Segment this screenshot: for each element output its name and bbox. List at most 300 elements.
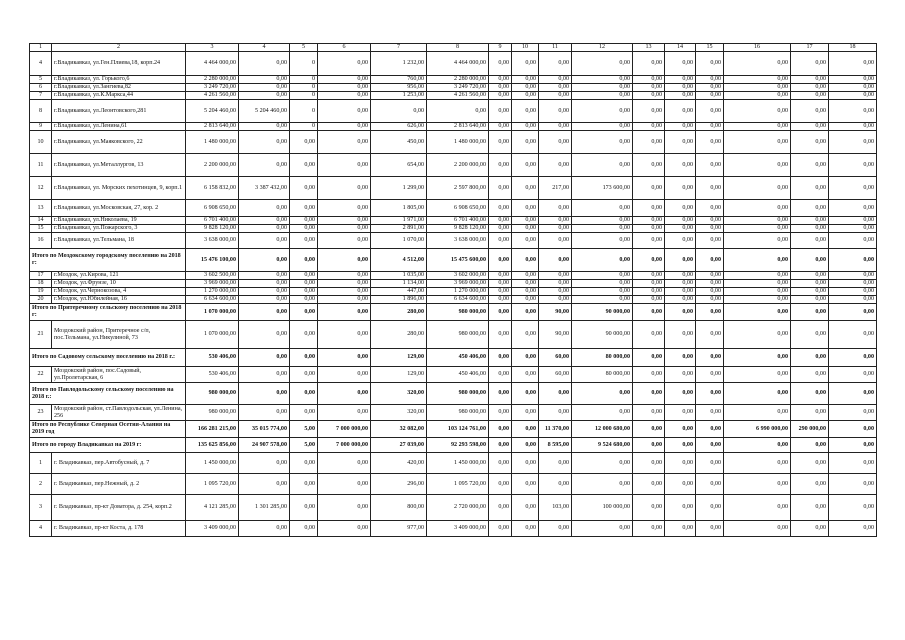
amount-cell: 0,00 bbox=[633, 92, 665, 100]
amount-cell: 0,00 bbox=[572, 154, 633, 177]
amount-cell: 1 971,00 bbox=[371, 217, 427, 225]
amount-cell: 0,00 bbox=[572, 100, 633, 123]
amount-cell: 0,00 bbox=[724, 92, 791, 100]
amount-cell: 0,00 bbox=[318, 495, 371, 521]
amount-cell: 0,00 bbox=[724, 405, 791, 421]
amount-cell: 0,00 bbox=[512, 154, 539, 177]
amount-cell: 0 bbox=[290, 123, 318, 131]
amount-cell: 0,00 bbox=[489, 304, 512, 321]
amount-cell: 980 000,00 bbox=[427, 383, 489, 405]
address-cell: г. Владикавказ, пр-кт Коста, д. 178 bbox=[52, 521, 186, 537]
amount-cell: 0,00 bbox=[829, 200, 877, 217]
amount-cell: 6 701 400,00 bbox=[427, 217, 489, 225]
amount-cell: 4 512,00 bbox=[371, 249, 427, 272]
amount-cell: 0,00 bbox=[633, 100, 665, 123]
amount-cell: 450 406,00 bbox=[427, 367, 489, 383]
amount-cell: 0,00 bbox=[318, 272, 371, 280]
table-row bbox=[30, 131, 877, 154]
amount-cell: 0,00 bbox=[696, 52, 724, 76]
amount-cell: 0,00 bbox=[572, 131, 633, 154]
amount-cell: 0,00 bbox=[696, 521, 724, 537]
amount-cell: 0,00 bbox=[318, 76, 371, 84]
amount-cell: 0,00 bbox=[239, 84, 290, 92]
amount-cell: 0,00 bbox=[290, 474, 318, 495]
amount-cell: 0,00 bbox=[489, 100, 512, 123]
amount-cell: 0,00 bbox=[512, 474, 539, 495]
subtotal-row bbox=[30, 438, 877, 453]
amount-cell: 0,00 bbox=[512, 100, 539, 123]
amount-cell: 1 896,00 bbox=[371, 296, 427, 304]
amount-cell: 35 015 774,00 bbox=[239, 421, 290, 438]
row-number: 9 bbox=[30, 123, 52, 131]
amount-cell: 980 000,00 bbox=[427, 304, 489, 321]
amount-cell: 0,00 bbox=[539, 154, 572, 177]
column-number: 12 bbox=[572, 44, 633, 52]
amount-cell: 0,00 bbox=[829, 249, 877, 272]
amount-cell: 0,00 bbox=[489, 421, 512, 438]
amount-cell: 0,00 bbox=[791, 249, 829, 272]
amount-cell: 0,00 bbox=[512, 296, 539, 304]
amount-cell: 12 000 680,00 bbox=[572, 421, 633, 438]
amount-cell: 980 000,00 bbox=[427, 321, 489, 349]
amount-cell: 0,00 bbox=[665, 367, 696, 383]
amount-cell: 0,00 bbox=[665, 383, 696, 405]
row-number: 18 bbox=[30, 280, 52, 288]
amount-cell: 0,00 bbox=[791, 453, 829, 474]
amount-cell: 0,00 bbox=[512, 367, 539, 383]
amount-cell: 2 200 000,00 bbox=[186, 154, 239, 177]
amount-cell: 0,00 bbox=[318, 177, 371, 200]
amount-cell: 0,00 bbox=[724, 383, 791, 405]
amount-cell: 0,00 bbox=[489, 84, 512, 92]
amount-cell: 0,00 bbox=[665, 233, 696, 249]
subtotal-label: Итого по Моздокскому городскому поселению на 2018 г: bbox=[30, 249, 186, 272]
amount-cell: 0,00 bbox=[290, 349, 318, 367]
amount-cell: 0,00 bbox=[539, 383, 572, 405]
amount-cell: 0,00 bbox=[791, 288, 829, 296]
address-cell: г.Моздок, ул.Кирова, 121 bbox=[52, 272, 186, 280]
amount-cell: 0,00 bbox=[724, 280, 791, 288]
amount-cell: 0,00 bbox=[829, 383, 877, 405]
amount-cell: 0,00 bbox=[791, 131, 829, 154]
amount-cell: 0,00 bbox=[318, 100, 371, 123]
amount-cell: 0,00 bbox=[829, 272, 877, 280]
amount-cell: 0,00 bbox=[318, 200, 371, 217]
row-number: 3 bbox=[30, 495, 52, 521]
amount-cell: 0,00 bbox=[633, 52, 665, 76]
amount-cell: 0,00 bbox=[791, 154, 829, 177]
row-number: 21 bbox=[30, 321, 52, 349]
amount-cell: 447,00 bbox=[371, 288, 427, 296]
address-cell: г.Владикавказ, ул.Леонтовского,281 bbox=[52, 100, 186, 123]
amount-cell: 0,00 bbox=[696, 272, 724, 280]
amount-cell: 0,00 bbox=[290, 200, 318, 217]
table-row bbox=[30, 367, 877, 383]
amount-cell: 0,00 bbox=[724, 453, 791, 474]
amount-cell: 0,00 bbox=[724, 288, 791, 296]
amount-cell: 0,00 bbox=[633, 288, 665, 296]
amount-cell: 0,00 bbox=[724, 438, 791, 453]
amount-cell: 0,00 bbox=[290, 296, 318, 304]
amount-cell: 1 301 285,00 bbox=[239, 495, 290, 521]
table-row bbox=[30, 92, 877, 100]
row-number: 12 bbox=[30, 177, 52, 200]
amount-cell: 100 000,00 bbox=[572, 495, 633, 521]
amount-cell: 0,00 bbox=[633, 154, 665, 177]
amount-cell: 32 082,00 bbox=[371, 421, 427, 438]
column-number: 9 bbox=[489, 44, 512, 52]
address-cell: г.Моздок, ул.Юбилейная, 16 bbox=[52, 296, 186, 304]
amount-cell: 0,00 bbox=[290, 321, 318, 349]
amount-cell: 0,00 bbox=[696, 495, 724, 521]
table-row bbox=[30, 495, 877, 521]
amount-cell: 0,00 bbox=[318, 92, 371, 100]
amount-cell: 0,00 bbox=[512, 349, 539, 367]
amount-cell: 0,00 bbox=[665, 296, 696, 304]
address-cell: Моздокский район, ст.Павлодольская, ул.Ленина, 256 bbox=[52, 405, 186, 421]
amount-cell: 0,00 bbox=[696, 225, 724, 233]
amount-cell: 6 701 400,00 bbox=[186, 217, 239, 225]
amount-cell: 0,00 bbox=[696, 217, 724, 225]
amount-cell: 0,00 bbox=[512, 521, 539, 537]
amount-cell: 0,00 bbox=[318, 84, 371, 92]
amount-cell: 0,00 bbox=[829, 304, 877, 321]
amount-cell: 0,00 bbox=[239, 249, 290, 272]
amount-cell: 0,00 bbox=[572, 92, 633, 100]
amount-cell: 1 070 000,00 bbox=[186, 321, 239, 349]
amount-cell: 0,00 bbox=[724, 177, 791, 200]
amount-cell: 0,00 bbox=[239, 154, 290, 177]
amount-cell: 0,00 bbox=[539, 217, 572, 225]
subtotal-label: Итого по городу Владикавказ на 2019 г: bbox=[30, 438, 186, 453]
amount-cell: 4 121 285,00 bbox=[186, 495, 239, 521]
amount-cell: 1 035,00 bbox=[371, 272, 427, 280]
amount-cell: 0,00 bbox=[665, 495, 696, 521]
table-row bbox=[30, 76, 877, 84]
amount-cell: 60,00 bbox=[539, 349, 572, 367]
amount-cell: 0,00 bbox=[696, 154, 724, 177]
amount-cell: 173 600,00 bbox=[572, 177, 633, 200]
amount-cell: 0,00 bbox=[290, 154, 318, 177]
amount-cell: 2 720 000,00 bbox=[427, 495, 489, 521]
amount-cell: 0,00 bbox=[290, 521, 318, 537]
amount-cell: 0,00 bbox=[791, 349, 829, 367]
amount-cell: 2 200 000,00 bbox=[427, 154, 489, 177]
amount-cell: 0,00 bbox=[239, 453, 290, 474]
amount-cell: 0,00 bbox=[239, 405, 290, 421]
amount-cell: 0,00 bbox=[829, 177, 877, 200]
table-row bbox=[30, 154, 877, 177]
amount-cell: 0,00 bbox=[572, 225, 633, 233]
amount-cell: 0,00 bbox=[512, 453, 539, 474]
amount-cell: 0,00 bbox=[724, 495, 791, 521]
amount-cell: 0,00 bbox=[696, 438, 724, 453]
amount-cell: 0,00 bbox=[239, 200, 290, 217]
amount-cell: 90 000,00 bbox=[572, 321, 633, 349]
amount-cell: 0 bbox=[290, 76, 318, 84]
amount-cell: 24 907 578,00 bbox=[239, 438, 290, 453]
amount-cell: 11 370,00 bbox=[539, 421, 572, 438]
amount-cell: 0,00 bbox=[489, 177, 512, 200]
amount-cell: 0,00 bbox=[290, 272, 318, 280]
amount-cell: 4 261 560,00 bbox=[186, 92, 239, 100]
amount-cell: 0,00 bbox=[696, 177, 724, 200]
amount-cell: 0,00 bbox=[512, 421, 539, 438]
amount-cell: 0,00 bbox=[665, 76, 696, 84]
amount-cell: 0,00 bbox=[791, 100, 829, 123]
amount-cell: 0,00 bbox=[633, 233, 665, 249]
amount-cell: 0,00 bbox=[791, 200, 829, 217]
address-cell: г.Владикавказ, ул.Металлургов, 13 bbox=[52, 154, 186, 177]
amount-cell: 0,00 bbox=[539, 92, 572, 100]
amount-cell: 0,00 bbox=[724, 76, 791, 84]
amount-cell: 0,00 bbox=[239, 217, 290, 225]
amount-cell: 0,00 bbox=[724, 100, 791, 123]
amount-cell: 0,00 bbox=[572, 233, 633, 249]
row-number: 2 bbox=[30, 474, 52, 495]
amount-cell: 129,00 bbox=[371, 367, 427, 383]
amount-cell: 0,00 bbox=[318, 321, 371, 349]
row-number: 1 bbox=[30, 453, 52, 474]
table-row bbox=[30, 288, 877, 296]
amount-cell: 0,00 bbox=[724, 200, 791, 217]
amount-cell: 3 249 720,00 bbox=[427, 84, 489, 92]
amount-cell: 0,00 bbox=[290, 217, 318, 225]
amount-cell: 0,00 bbox=[665, 200, 696, 217]
amount-cell: 0,00 bbox=[696, 249, 724, 272]
amount-cell: 0,00 bbox=[539, 84, 572, 92]
address-cell: г.Владикавказ, ул. Морских пехотинцев, 9, корп.1 bbox=[52, 177, 186, 200]
table-row bbox=[30, 233, 877, 249]
amount-cell: 0,00 bbox=[724, 217, 791, 225]
amount-cell: 0,00 bbox=[665, 304, 696, 321]
address-cell: г.Владикавказ, ул.Зангиева,82 bbox=[52, 84, 186, 92]
amount-cell: 0,00 bbox=[539, 200, 572, 217]
amount-cell: 0,00 bbox=[665, 123, 696, 131]
amount-cell: 103,00 bbox=[539, 495, 572, 521]
amount-cell: 0,00 bbox=[489, 349, 512, 367]
amount-cell: 0,00 bbox=[633, 225, 665, 233]
amount-cell: 0,00 bbox=[829, 225, 877, 233]
amount-cell: 0,00 bbox=[318, 225, 371, 233]
amount-cell: 0,00 bbox=[539, 76, 572, 84]
amount-cell: 0,00 bbox=[539, 123, 572, 131]
amount-cell: 0,00 bbox=[489, 521, 512, 537]
amount-cell: 0,00 bbox=[633, 453, 665, 474]
amount-cell: 0,00 bbox=[829, 321, 877, 349]
amount-cell: 0,00 bbox=[829, 421, 877, 438]
amount-cell: 3 602 500,00 bbox=[186, 272, 239, 280]
table-row bbox=[30, 296, 877, 304]
table-row bbox=[30, 474, 877, 495]
amount-cell: 5,00 bbox=[290, 438, 318, 453]
amount-cell: 0,00 bbox=[696, 421, 724, 438]
amount-cell: 280,00 bbox=[371, 304, 427, 321]
amount-cell: 8 595,00 bbox=[539, 438, 572, 453]
amount-cell: 0,00 bbox=[539, 521, 572, 537]
amount-cell: 3 409 000,00 bbox=[427, 521, 489, 537]
amount-cell: 0,00 bbox=[829, 438, 877, 453]
amount-cell: 760,00 bbox=[371, 76, 427, 84]
amount-cell: 0,00 bbox=[489, 249, 512, 272]
amount-cell: 0,00 bbox=[724, 474, 791, 495]
address-cell: г.Владикавказ, ул.Пожарского, 3 bbox=[52, 225, 186, 233]
amount-cell: 0,00 bbox=[539, 288, 572, 296]
amount-cell: 3 969 000,00 bbox=[186, 280, 239, 288]
amount-cell: 0,00 bbox=[696, 84, 724, 92]
amount-cell: 0,00 bbox=[724, 367, 791, 383]
address-cell: г.Моздок, ул.Чернокозова, 4 bbox=[52, 288, 186, 296]
amount-cell: 166 281 215,00 bbox=[186, 421, 239, 438]
amount-cell: 0,00 bbox=[572, 405, 633, 421]
amount-cell: 3 969 000,00 bbox=[427, 280, 489, 288]
amount-cell: 3 638 000,00 bbox=[427, 233, 489, 249]
amount-cell: 129,00 bbox=[371, 349, 427, 367]
row-number: 8 bbox=[30, 100, 52, 123]
amount-cell: 0,00 bbox=[633, 131, 665, 154]
amount-cell: 9 828 120,00 bbox=[427, 225, 489, 233]
table-row bbox=[30, 405, 877, 421]
amount-cell: 3 638 000,00 bbox=[186, 233, 239, 249]
amount-cell: 0,00 bbox=[489, 405, 512, 421]
amount-cell: 0,00 bbox=[829, 474, 877, 495]
amount-cell: 0,00 bbox=[696, 474, 724, 495]
amount-cell: 0,00 bbox=[512, 92, 539, 100]
amount-cell: 0,00 bbox=[318, 131, 371, 154]
address-cell: г. Владикавказ, пр-кт Доватора, д. 254, корп.2 bbox=[52, 495, 186, 521]
amount-cell: 0,00 bbox=[489, 383, 512, 405]
amount-cell: 0,00 bbox=[489, 280, 512, 288]
address-cell: г.Моздок, ул.Фрунзе, 10 bbox=[52, 280, 186, 288]
table-row bbox=[30, 225, 877, 233]
amount-cell: 0,00 bbox=[633, 383, 665, 405]
amount-cell: 1 095 720,00 bbox=[427, 474, 489, 495]
amount-cell: 626,00 bbox=[371, 123, 427, 131]
amount-cell: 0,00 bbox=[489, 438, 512, 453]
amount-cell: 0,00 bbox=[489, 321, 512, 349]
amount-cell: 0,00 bbox=[791, 296, 829, 304]
amount-cell: 0,00 bbox=[512, 383, 539, 405]
table-row bbox=[30, 177, 877, 200]
amount-cell: 0,00 bbox=[665, 521, 696, 537]
amount-cell: 4 464 000,00 bbox=[427, 52, 489, 76]
address-cell: Моздокский район, Притеречное с/п, пос.Тельмана, ул.Никулиной, 73 bbox=[52, 321, 186, 349]
amount-cell: 0,00 bbox=[633, 304, 665, 321]
column-number: 15 bbox=[696, 44, 724, 52]
row-number: 23 bbox=[30, 405, 52, 421]
amount-cell: 0,00 bbox=[290, 383, 318, 405]
amount-cell: 0 bbox=[290, 52, 318, 76]
amount-cell: 0,00 bbox=[239, 367, 290, 383]
amount-cell: 0,00 bbox=[724, 349, 791, 367]
amount-cell: 0,00 bbox=[539, 225, 572, 233]
amount-cell: 0,00 bbox=[512, 131, 539, 154]
amount-cell: 980 000,00 bbox=[427, 405, 489, 421]
amount-cell: 0,00 bbox=[512, 288, 539, 296]
amount-cell: 0,00 bbox=[572, 383, 633, 405]
amount-cell: 3 249 720,00 bbox=[186, 84, 239, 92]
amount-cell: 0,00 bbox=[318, 304, 371, 321]
amount-cell: 0,00 bbox=[489, 288, 512, 296]
amount-cell: 0,00 bbox=[829, 233, 877, 249]
column-number: 13 bbox=[633, 44, 665, 52]
amount-cell: 0,00 bbox=[239, 225, 290, 233]
amount-cell: 0,00 bbox=[633, 200, 665, 217]
amount-cell: 0,00 bbox=[318, 383, 371, 405]
amount-cell: 0,00 bbox=[572, 76, 633, 84]
amount-cell: 1 480 000,00 bbox=[186, 131, 239, 154]
amount-cell: 1 232,00 bbox=[371, 52, 427, 76]
amount-cell: 0,00 bbox=[512, 84, 539, 92]
amount-cell: 0,00 bbox=[239, 280, 290, 288]
amount-cell: 0,00 bbox=[665, 321, 696, 349]
amount-cell: 0,00 bbox=[665, 131, 696, 154]
amount-cell: 90,00 bbox=[539, 304, 572, 321]
row-number: 7 bbox=[30, 92, 52, 100]
column-number: 1 bbox=[30, 44, 52, 52]
amount-cell: 0,00 bbox=[239, 521, 290, 537]
amount-cell: 0,00 bbox=[512, 280, 539, 288]
amount-cell: 0,00 bbox=[724, 52, 791, 76]
amount-cell: 80 000,00 bbox=[572, 349, 633, 367]
amount-cell: 290 000,00 bbox=[791, 421, 829, 438]
amount-cell: 0,00 bbox=[829, 405, 877, 421]
amount-cell: 0,00 bbox=[539, 453, 572, 474]
amount-cell: 0,00 bbox=[665, 100, 696, 123]
amount-cell: 0,00 bbox=[318, 296, 371, 304]
amount-cell: 0,00 bbox=[665, 421, 696, 438]
column-number: 14 bbox=[665, 44, 696, 52]
table-row bbox=[30, 52, 877, 76]
row-number: 6 bbox=[30, 84, 52, 92]
amount-cell: 296,00 bbox=[371, 474, 427, 495]
amount-cell: 0,00 bbox=[290, 280, 318, 288]
amount-cell: 0,00 bbox=[539, 249, 572, 272]
amount-cell: 0,00 bbox=[512, 405, 539, 421]
amount-cell: 0,00 bbox=[290, 495, 318, 521]
amount-cell: 0,00 bbox=[318, 405, 371, 421]
amount-cell: 0,00 bbox=[829, 100, 877, 123]
amount-cell: 0,00 bbox=[318, 123, 371, 131]
amount-cell: 6 908 650,00 bbox=[186, 200, 239, 217]
amount-cell: 0,00 bbox=[696, 383, 724, 405]
amount-cell: 0,00 bbox=[512, 272, 539, 280]
table-row bbox=[30, 200, 877, 217]
amount-cell: 450,00 bbox=[371, 131, 427, 154]
amount-cell: 0,00 bbox=[696, 304, 724, 321]
amount-cell: 0,00 bbox=[290, 131, 318, 154]
amount-cell: 1 270 000,00 bbox=[186, 288, 239, 296]
amount-cell: 0,00 bbox=[512, 233, 539, 249]
amount-cell: 60,00 bbox=[539, 367, 572, 383]
amount-cell: 0,00 bbox=[633, 84, 665, 92]
amount-cell: 0,00 bbox=[829, 296, 877, 304]
amount-cell: 0,00 bbox=[829, 521, 877, 537]
amount-cell: 0,00 bbox=[724, 131, 791, 154]
amount-cell: 0,00 bbox=[512, 495, 539, 521]
amount-cell: 0,00 bbox=[696, 453, 724, 474]
amount-cell: 1 450 000,00 bbox=[186, 453, 239, 474]
amount-cell: 0,00 bbox=[829, 453, 877, 474]
amount-cell: 0,00 bbox=[489, 123, 512, 131]
address-cell: г.Владикавказ, ул.Николаева, 19 bbox=[52, 217, 186, 225]
amount-cell: 0,00 bbox=[572, 272, 633, 280]
amount-cell: 1 095 720,00 bbox=[186, 474, 239, 495]
amount-cell: 0,00 bbox=[539, 272, 572, 280]
amount-cell: 0,00 bbox=[724, 154, 791, 177]
amount-cell: 1 450 000,00 bbox=[427, 453, 489, 474]
table-row bbox=[30, 280, 877, 288]
